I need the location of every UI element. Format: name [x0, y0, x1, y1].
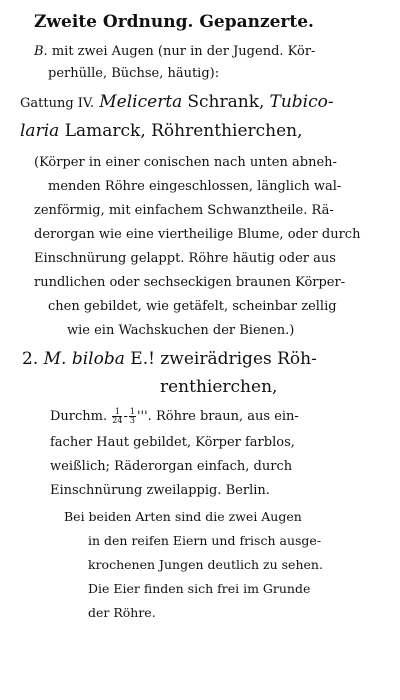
diameter-dash: - [123, 409, 128, 424]
genus-line-2 [20, 123, 303, 140]
note-line: Die Eier finden sich frei im Grunde [88, 581, 311, 596]
diameter-line [50, 408, 299, 425]
section-b-line-1 [34, 45, 315, 58]
genus-desc-line: wie ein Wachskuchen der Bienen.) [67, 323, 295, 338]
diameter-unit: '''. [136, 409, 152, 424]
section-b-line-2: perhülle, Büchse, häutig): [48, 66, 220, 81]
species-desc-line: weißlich; Räderorgan einfach, durch [50, 459, 293, 474]
species-desc-line: Einschnürung zweilappig. Berlin. [50, 483, 270, 498]
note-line: krochenen Jungen deutlich zu sehen. [88, 557, 323, 572]
genus-line-2-rest: Lamarck, Röhrenthierchen, [64, 121, 303, 141]
genus-desc-line: (Körper in einer conischen nach unten abneh- [34, 155, 337, 170]
diameter-fraction-2: $\frac{1}{3}$ [129, 407, 135, 425]
genus-name-tubicolaria-b: laria [20, 121, 60, 141]
diameter-fraction-1: $\frac{1}{24}$ [112, 407, 123, 425]
section-b-label: B. [34, 44, 48, 59]
note-line: in den reifen Eiern und frisch ausge- [88, 533, 322, 548]
note-line: der Röhre. [88, 605, 156, 620]
diameter-label: Durchm. [50, 409, 108, 424]
species-desc-line: facher Haut gebildet, Körper farblos, [50, 435, 295, 450]
species-common-name-1: zweirädriges Röh- [160, 349, 317, 369]
order-heading: Zweite Ordnung. Gepanzerte. [34, 12, 314, 32]
genus-author-schrank: Schrank, [187, 92, 265, 112]
species-line-1 [22, 351, 317, 368]
species-author: E.! [130, 349, 155, 369]
genus-name-tubicolaria-a: Tubico- [269, 92, 334, 112]
genus-desc-line: menden Röhre eingeschlossen, länglich wal- [48, 179, 342, 194]
genus-desc-line: chen gebildet, wie getäfelt, scheinbar zellig [48, 299, 337, 314]
genus-prefix: Gattung IV. [20, 96, 95, 111]
genus-desc-line: Einschnürung gelappt. Röhre häutig oder aus [34, 251, 336, 266]
species-number: 2. [22, 349, 39, 369]
note-line: Bei beiden Arten sind die zwei Augen [64, 509, 302, 524]
genus-line-1 [20, 94, 334, 111]
genus-desc-line: derorgan wie eine viertheilige Blume, oder durch [34, 227, 361, 242]
genus-name-melicerta: Melicerta [99, 92, 183, 112]
section-b-text-1: mit zwei Augen (nur in der Jugend. Kör- [51, 44, 316, 59]
diameter-rest: Röhre braun, aus ein- [155, 409, 299, 424]
species-common-name-2: renthierchen, [160, 377, 278, 397]
species-name: M. biloba [43, 349, 125, 369]
genus-desc-line: zenförmig, mit einfachem Schwanztheile. Rä- [34, 203, 334, 218]
genus-desc-line: rundlichen oder sechseckigen braunen Körper- [34, 275, 346, 290]
